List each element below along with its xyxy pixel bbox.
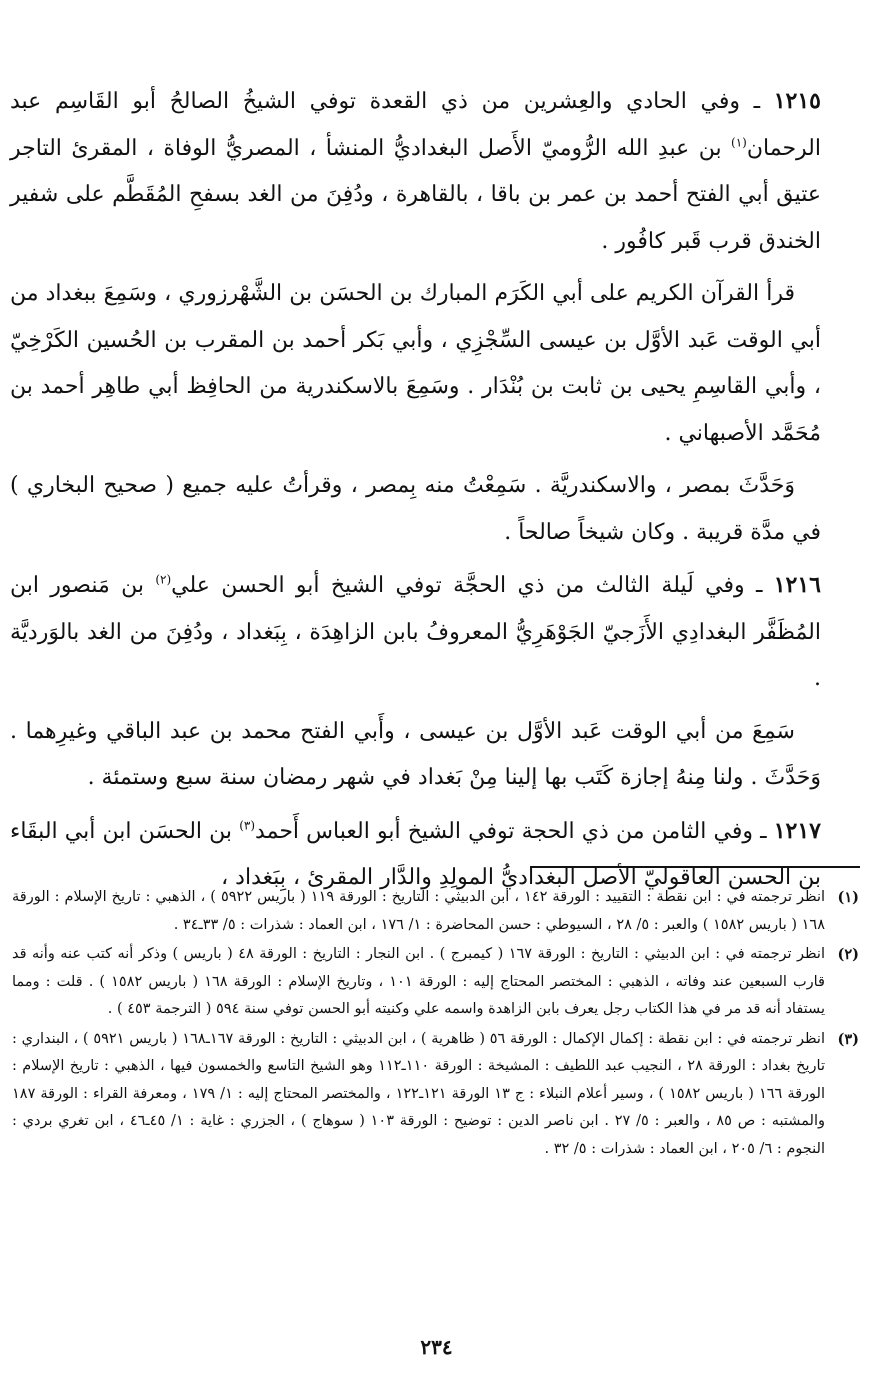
entry-1216-heading-paragraph — [10, 562, 821, 703]
entry-text: ـ وفي الثامن من ذي الحجة توفي الشيخ أبو العباس أَحمد — [255, 818, 767, 844]
entry-text: ـ وفي لَيلة الثالث من ذي الحجَّة توفي الشيخ أبو الحسن علي — [171, 573, 763, 598]
footnote — [12, 1026, 859, 1164]
entry-text-continued: بن الحسَن ابن أبي البقَاء بن الحسن العاقوليّ الأصل البغداديُّ المولِدِ والدَّار المقرئ ، بِبَغداد ، — [10, 818, 821, 890]
footnote-label: (٢) — [837, 946, 859, 963]
entry-text-continued: بن عبدِ الله الرُّوميّ الأَصل البغداديُّ المنشأ ، المصريُّ الوفاة ، المقرئ التاجر عتيق أبي الفتح أحمد بن عمر بن باقا ، بالقاهرة ، ودُفِنَ من الغد بسفحِ المُقَطَّم على شفير الخندق قرب قَبر كافُور . — [10, 135, 821, 254]
entry-1215-heading-paragraph — [10, 78, 821, 265]
footnote-label: (٣) — [837, 1030, 859, 1048]
main-text — [10, 78, 821, 908]
page-number: ٢٣٤ — [420, 1335, 453, 1359]
entry-1215-paragraph: قرأ القرآن الكريم على أبي الكَرَم المبارك بن الحسَن بن الشَّهْرزوري ، وسَمِعَ ببغداد من أبي الوقت عَبد الأوَّل بن عيسى السِّجْزِي ، وأبي بَكر أحمد بن المقرب بن الحُسين الكَرْخِيّ ، وأبي القاسِمِ يحيى بن ثابت بن بُنْدَار . وسَمِعَ بالاسكندرية من الحافِظ أبي طاهِر أحمد بن مُحَمَّد الأصبهاني . — [10, 281, 821, 446]
entry-1215-paragraph: وَحَدَّثَ بمصر ، والاسكندريَّة . سَمِعْتُ منه بِمصر ، وقرأتُ عليه جميع ( صحيح البخاري ) في مدَّة قريبة . وكان شيخاً صالحاً . — [10, 473, 821, 545]
footnote-text: انظر ترجمته في : ابن الدبيثي : التاريخ : الورقة ١٦٧ ( كيمبرج ) . ابن النجار : التاريخ : الورقة ٤٨ ( باريس ) وذكر أنه كتب عنه وأنه قد قارب السبعين عند وفاته ، الذهبي : المختصر المحتاج إليه : الورقة ١٠١ ، وتاريخ الإسلام : الورقة ١٦٨ ( باريس ١٥٨٢ ) . قلت : ومما يستفاد أنه قد مر في هذا الكتاب رجل يعرف بابن الزاهدة واسمه علي وكنيته أبو الحسن توفي سنة ٥٩٤ ( الترجمة ٤٥٣ ) . — [12, 946, 825, 1017]
footnote-text: انظر ترجمته في : ابن نقطة : التقييد : الورقة ١٤٢ ، ابن الدبيثي : التاريخ : الورقة ١١٩ ( باريس ٥٩٢٢ ) ، الذهبي : تاريخ الإسلام : الورقة ١٦٨ ( باريس ١٥٨٢ ) والعبر : ٥/ ٢٨ ، السيوطي : حسن المحاضرة : ١/ ١٧٦ ، ابن العماد : شذرات : ٥/ ٣٣ـ٣٤ . — [12, 889, 826, 933]
footnote-divider — [530, 866, 860, 868]
entry-number: ١٢١٧ — [773, 817, 821, 844]
footnote-ref: (١) — [731, 135, 747, 150]
entry-number: ١٢١٦ — [773, 572, 821, 598]
entry-text-continued: بن مَنصور ابن المُظَفَّر البغدادِي الأَزَجيّ الجَوْهَرِيُّ المعروفُ بابن الزاهِدَة ، بِبَغداد ، ودُفِنَ من الغد بالوَرديَّة . — [10, 573, 821, 691]
entry-text: ـ وفي الحادي والعِشرين من ذي القعدة توفي الشيخُ الصالحُ أبو القَاسِم عبد الرحمان — [10, 89, 821, 161]
entry-number: ١٢١٥ — [773, 88, 821, 114]
footnote-label: (١) — [837, 889, 859, 906]
footnotes — [12, 884, 859, 1165]
footnote-text: انظر ترجمته في : ابن نقطة : إكمال الإكمال : الورقة ٥٦ ( ظاهرية ) ، ابن الدبيثي : التاريخ : الورقة ١٦٧ـ١٦٨ ( باريس ٥٩٢١ ) ، البنداري : تاريخ بغداد : الورقة ٢٨ ، النجيب عبد اللطيف : المشيخة : الورقة ١١٠ـ١١٢ وهو الشيخ التاسع والخمسون فيها ، الذهبي : تاريخ الإسلام : الورقة ١٦٦ ( باريس ١٥٨٢ ) ، وسير أعلام النبلاء : ج ١٣ الورقة ١٢١ـ١٢٢ ، والمختصر المحتاج إليه : ١/ ١٧٩ ، ومعرفة القراء : الورقة ١٨٧ والمشتبه : ص ٨٥ ، والعبر : ٥/ ٢٧ . ابن ناصر الدين : توضيح : الورقة ١٠٣ ( سوهاج ) ، الجزري : غاية : ١/ ٤٥ـ٤٦ ، ابن تغري بردي : النجوم : ٦/ ٢٠٥ ، ابن العماد : شذرات : ٥/ ٣٢ . — [12, 1030, 825, 1157]
footnote-ref: (٢) — [155, 572, 172, 587]
footnote — [12, 884, 859, 939]
footnote — [12, 941, 859, 1024]
entry-1216-paragraph: سَمِعَ من أبي الوقت عَبد الأوَّل بن عيسى ، وأَبي الفتح محمد بن عبد الباقي وغيرِهما . وَحَدَّثَ . ولنا مِنهُ إجازة كَتَب بها إلينا مِنْ بَغداد في شهر رمضان سنة سبع وستمئة . — [10, 718, 821, 790]
footnote-ref: (٣) — [239, 818, 256, 833]
